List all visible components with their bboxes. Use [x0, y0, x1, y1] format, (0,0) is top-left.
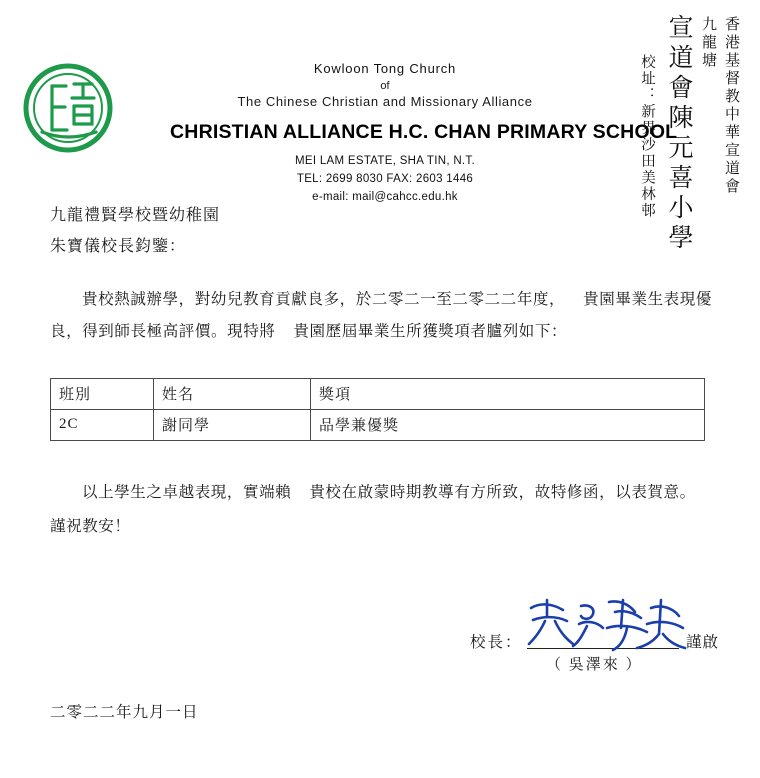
- school-name-chinese: 宣道會陳元喜小學: [665, 14, 692, 254]
- closing-text-c: 謹祝教安！: [50, 517, 131, 535]
- branch-name-chinese: 九龍塘: [700, 16, 716, 70]
- cell-class: 2C: [51, 409, 154, 440]
- church-name-line-1: Kowloon Tong Church: [313, 61, 457, 76]
- award-table: [50, 378, 705, 441]
- school-crest-icon: [22, 62, 114, 154]
- letter-body: [0, 200, 760, 542]
- printed-principal-name: （ 吳澤來 ）: [546, 657, 643, 673]
- school-email: e-mail: mail@cahcc.edu.hk: [312, 190, 458, 203]
- school-name-english: CHRISTIAN ALLIANCE H.C. CHAN PRIMARY SCHOOL: [170, 120, 678, 143]
- cell-name: 謝同學: [154, 409, 311, 440]
- handwritten-signature: [523, 594, 693, 652]
- table-row: [51, 409, 705, 440]
- closing-paragraph: [50, 477, 712, 543]
- cell-award: 品學兼優獎: [311, 409, 705, 440]
- closing-text-a: 以上學生之卓越表現，實端賴: [82, 483, 292, 501]
- church-name-of: of: [380, 79, 390, 92]
- principal-label: 校長：: [470, 634, 523, 651]
- organisation-name-chinese: 香港基督教中華宣道會: [723, 16, 739, 196]
- header-class: 班別: [51, 378, 154, 409]
- addressee-line-2: 朱寶儀校長鈞鑒：: [50, 238, 187, 256]
- school-phone-fax: TEL: 2699 8030 FAX: 2603 1446: [296, 172, 474, 185]
- header-name: 姓名: [154, 378, 311, 409]
- school-address-chinese: 校址：新界沙田美林邨: [639, 54, 655, 219]
- paragraph-one-text-c: 貴園歷屆畢業生所獲獎項者臚列如下：: [293, 323, 568, 341]
- paragraph-one-text-a: 貴校熱誠辦學，對幼兒教育貢獻良多，於二零二一至二零二二年度，: [82, 291, 566, 309]
- letter-date: 二零二二年九月一日: [50, 704, 199, 721]
- closing-text-b: 貴校在啟蒙時期教導有方所致，故特修函，以表賀意。: [309, 483, 696, 501]
- paragraph-one: [50, 284, 712, 348]
- paragraph-one-text-b: 貴園畢業生表現優良，得到師長極高評價。現特將: [50, 291, 712, 341]
- signature-suffix: 謹啟: [686, 634, 720, 651]
- school-address-english: MEI LAM ESTATE, SHA TIN, N.T.: [295, 154, 475, 167]
- addressee-line-1: 九龍禮賢學校暨幼稚園: [50, 207, 221, 224]
- addressee-block: [50, 200, 760, 262]
- table-header-row: [51, 378, 705, 409]
- church-name-line-2: The Chinese Christian and Missionary Alliance: [237, 94, 533, 110]
- header-award: 獎項: [311, 378, 705, 409]
